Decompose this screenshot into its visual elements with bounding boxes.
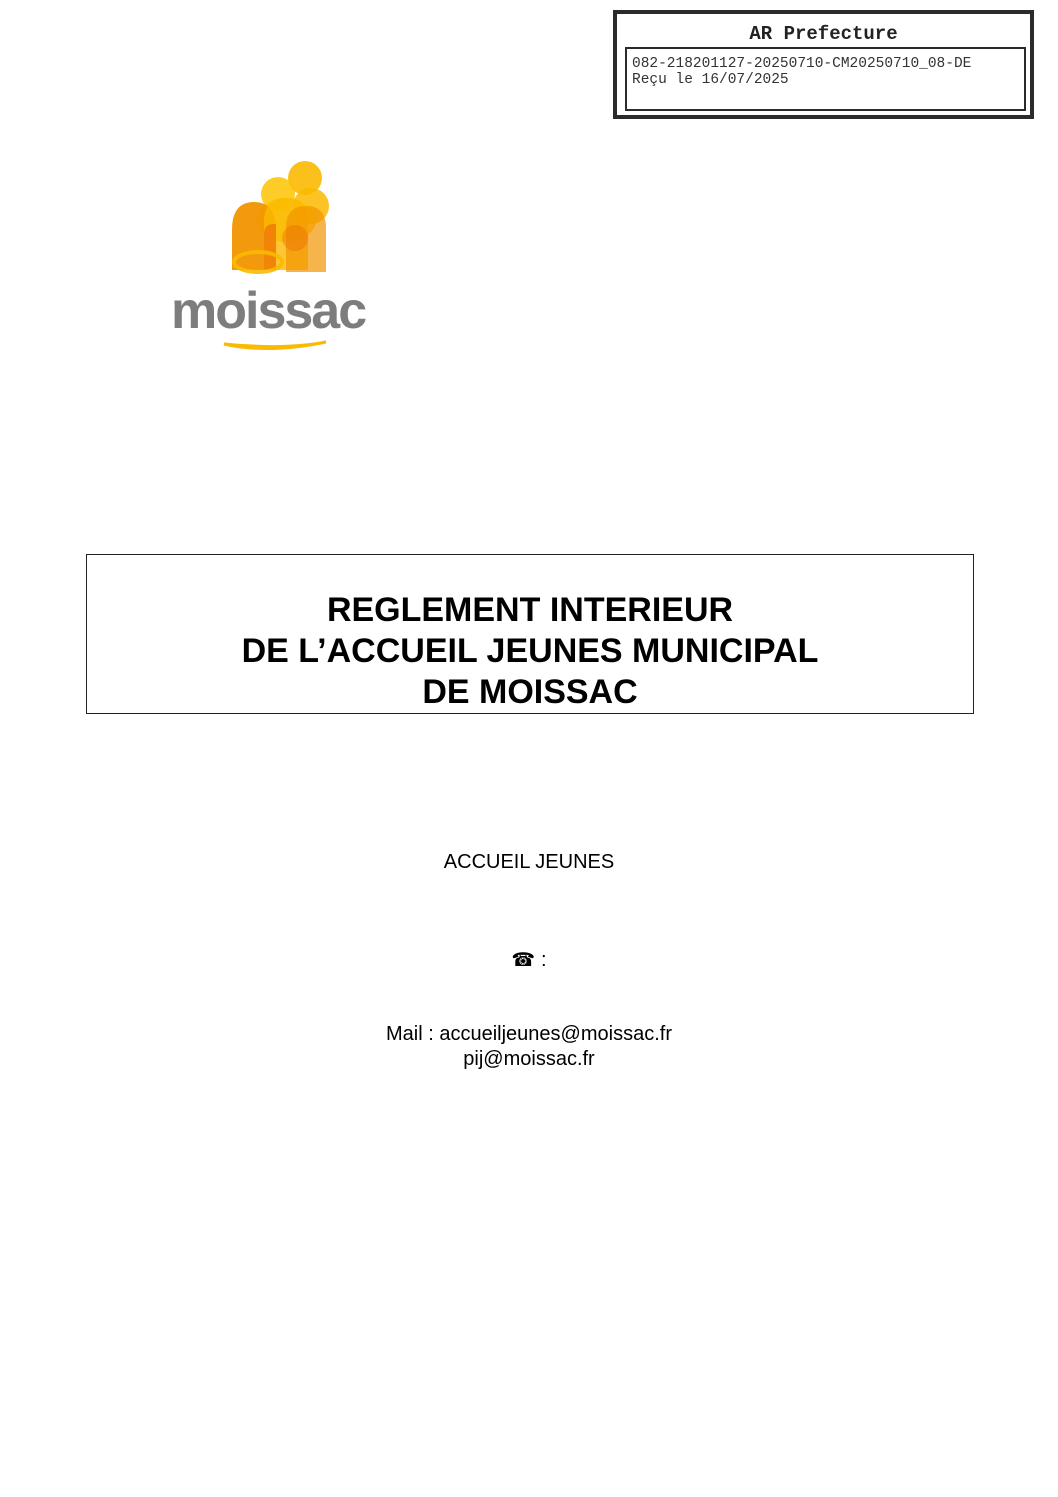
stamp-details [625,47,1026,111]
moissac-logo-graphic [168,158,392,354]
telephone-icon: ☎ [511,949,536,971]
mail-address-secondary: pij@moissac.fr [463,1048,595,1070]
document-title-line-2: DE L’ACCUEIL JEUNES MUNICIPAL [241,632,819,670]
mail-address-primary: Mail : accueiljeunes@moissac.fr [386,1023,672,1045]
document-title-line-1: REGLEMENT INTERIEUR [326,591,734,629]
phone-label: : [541,949,547,971]
document-title-line-3: DE MOISSAC [422,673,638,711]
moissac-logo [168,158,392,354]
phone-line [0,948,1058,972]
prefecture-stamp [613,10,1034,119]
stamp-received-date: Reçu le 16/07/2025 [632,72,789,88]
logo-wordmark: moissac [171,282,366,340]
stamp-title: AR Prefecture [749,23,898,45]
stamp-reference: 082-218201127-20250710-CM20250710_08-DE [632,56,972,72]
service-name: ACCUEIL JEUNES [443,851,615,873]
document-title-box [86,554,974,714]
